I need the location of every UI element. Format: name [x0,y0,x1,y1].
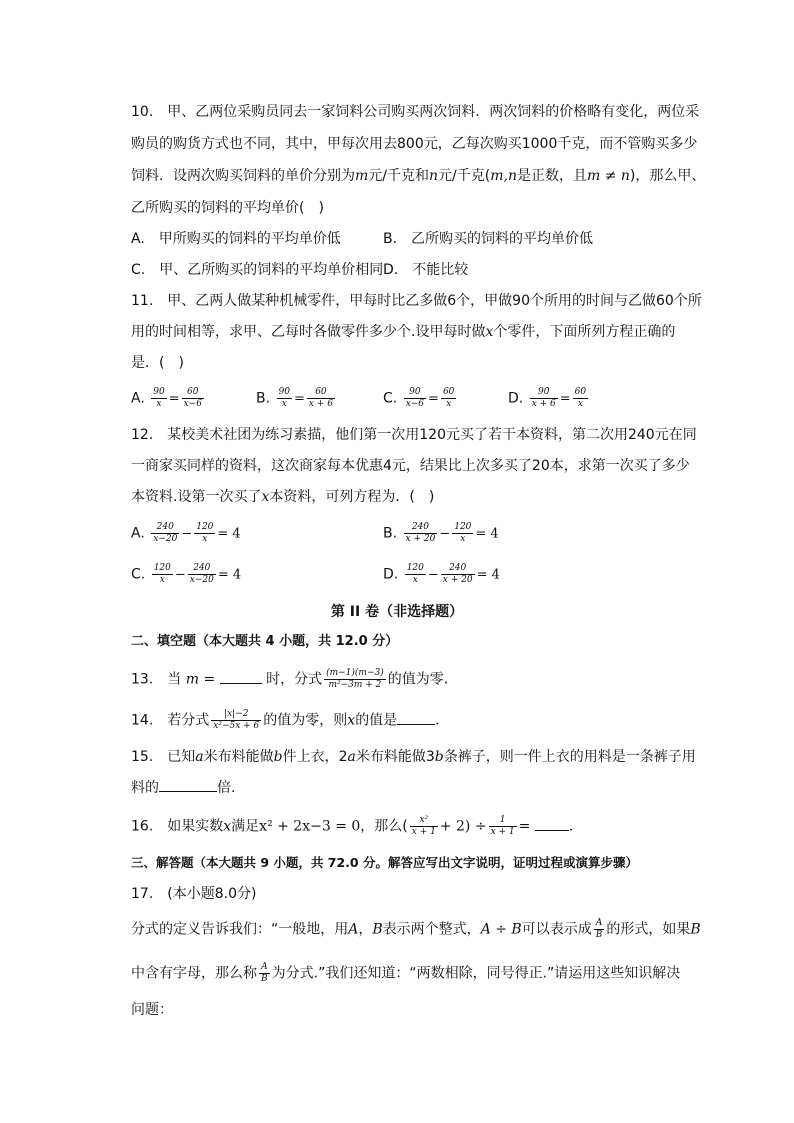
q17-line3: 问题： [131,1002,173,1018]
fraction: $\frac{1}{x + 1}$ [490,815,515,837]
q12-option-d: D. $\frac{120}{x}$ − $\frac{240}{x + 20}$ = 4 [383,563,500,585]
q10-line4: 乙所购买的饲料的平均单价( ) [131,200,324,216]
q10-line1: 10. 甲、乙两位采购员同去一家饲料公司购买两次饲料．两次饲料的价格略有变化，两位采 [131,104,700,120]
q12-line3: 本资料.设第一次买了x本资料，可列方程为．( ) [131,489,435,505]
section-solve-heading: 三、解答题（本大题共 9 小题，共 72.0 分。解答应写出文字说明，证明过程或演算步骤） [131,855,638,870]
q11-line1: 11. 甲、乙两人做某种机械零件，甲每时比乙多做6个，甲做90个所用的时间与乙做60个所 [131,293,702,309]
fraction: $\frac{240}{x + 20}$ [405,522,436,544]
fraction: $\frac{90}{x}$ [153,387,165,409]
q17-line2: 中含有字母，那么称 $\frac{A}{B}$ 为分式.”我们还知道：“两数相除，同号得正.”请运用这些知识解决 [131,962,681,984]
q12-line2: 一商家买同样的资料，这次商家每本优惠4元，结果比上次多买了20本，求第一次买了多少 [131,458,690,474]
fraction: $\frac{120}{x}$ [153,563,171,585]
q13-line: 13. 当 m = 时，分式 $\frac{(m-1)(m-3)}{\text{m²−3m + 2}}$ 的值为零． [131,668,458,690]
q15-line1: 15. 已知a米布料能做b件上衣，2a米布料能做3b条裤子，则一件上衣的用料是一条裤子用 [131,749,696,765]
fraction: $\frac{A}{B}$ [261,962,268,984]
section-fill-in-heading: 二、填空题（本大题共 4 小题，共 12.0 分） [131,634,399,649]
q10-option-a: A. 甲所购买的饲料的平均单价低 [131,231,341,247]
q10-option-b: B. 乙所购买的饲料的平均单价低 [383,231,594,247]
fraction: $\frac{120}{x}$ [454,522,472,544]
fraction: $\frac{90}{x + 6}$ [531,387,556,409]
q11-option-c: C. $\frac{90}{x-6}$ = $\frac{60}{x}$ [383,387,455,409]
answer-blank [159,779,217,792]
answer-blank [397,712,435,725]
q17-header: 17. (本小题8.0分) [131,886,257,902]
fraction: $\frac{\text{x²}}{x + 1}$ [411,815,436,837]
q12-line1: 12. 某校美术社团为练习素描，他们第一次用120元买了若干本资料，第二次用240元在同 [131,427,697,443]
q14-line: 14. 若分式 $\frac{|x|-2}{\text{x²−5x + 6}}$ 的值为零，则x的值是 ． [131,709,450,731]
q11-option-b: B. $\frac{90}{x}$ = $\frac{60}{x + 6}$ [256,387,333,409]
fraction: $\frac{60}{x}$ [442,387,455,409]
q12-option-b: B. $\frac{240}{x + 20}$ − $\frac{120}{x}$ = 4 [383,522,499,544]
fraction: $\frac{60}{x + 6}$ [308,387,333,409]
q17-line1: 分式的定义告诉我们：“一般地，用A，B表示两个整式，A ÷ B可以表示成 $\frac{A}{B}$ 的形式，如果B [131,918,701,940]
q12-option-a: A. $\frac{240}{x-20}$ − $\frac{120}{x}$ = 4 [131,522,241,544]
fraction: $\frac{120}{x}$ [196,522,214,544]
q10-option-c: C. 甲、乙所购买的饲料的平均单价相同 [131,262,384,278]
fraction: $\frac{(m-1)(m-3)}{\text{m²−3m + 2}}$ [326,668,384,690]
fraction: $\frac{|x|-2}{\text{x²−5x + 6}}$ [213,709,260,731]
fraction: $\frac{120}{x}$ [406,563,424,585]
part-two-title: 第 II 卷（非选择题） [330,604,464,620]
fraction: $\frac{240}{x + 20}$ [442,563,473,585]
q10-line2: 购员的购货方式也不同，其中，甲每次用去800元，乙每次购买1000千克，而不管购买多少 [131,136,698,152]
answer-blank [220,671,262,684]
q10-line3: 饲料．设两次购买饲料的单价分别为m元/千克和n元/千克(m,n是正数，且m ≠ n)，那么甲、 [131,168,706,184]
q10-option-d: D. 不能比较 [383,262,469,278]
fraction: $\frac{90}{x}$ [278,387,290,409]
fraction: $\frac{60}{x-6}$ [183,387,202,409]
fraction: $\frac{A}{B}$ [595,918,603,940]
q11-line2: 用的时间相等，求甲、乙每时各做零件多少个.设甲每时做x个零件，下面所列方程正确的 [131,324,676,340]
q16-line: 16. 如果实数x满足x² + 2x−3 = 0，那么( $\frac{\text{x²}}{x + 1}$ + 2) ÷ $\frac{1}{x + 1}$ = ． [131,815,583,837]
q11-option-d: D. $\frac{90}{x + 6}$ = $\frac{60}{x}$ [508,387,587,409]
fraction: $\frac{60}{x}$ [574,387,587,409]
answer-blank [535,818,569,831]
q11-option-a: A. $\frac{90}{x}$ = $\frac{60}{x-6}$ [131,387,202,409]
fraction: $\frac{240}{x-20}$ [189,563,214,585]
fraction: $\frac{90}{x-6}$ [405,387,425,409]
q11-line3: 是．( ) [131,355,184,371]
q15-line2: 料的 倍. [131,780,236,796]
q12-option-c: C. $\frac{120}{x}$ − $\frac{240}{x-20}$ = 4 [131,563,242,585]
fraction: $\frac{240}{x-20}$ [153,522,178,544]
